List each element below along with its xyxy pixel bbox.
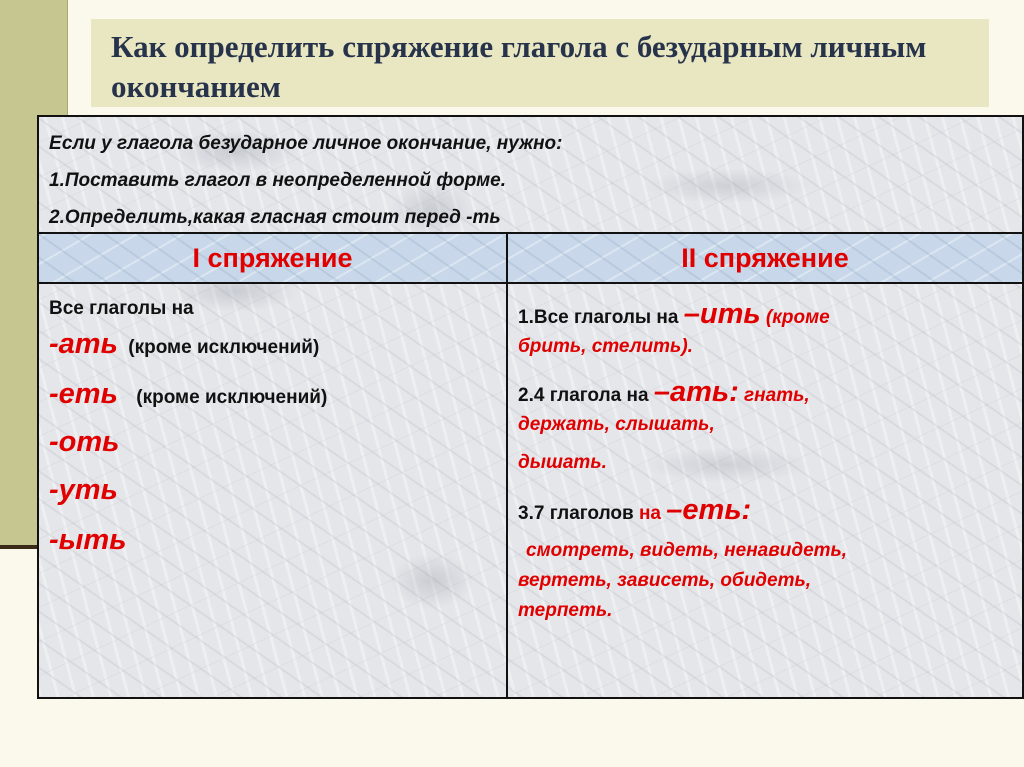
ending: -уть bbox=[49, 474, 118, 506]
second-conjugation-cell bbox=[518, 284, 998, 697]
rule-3-prefix: 3.7 глаголов bbox=[518, 503, 634, 524]
first-conjugation-header: I спряжение bbox=[192, 243, 353, 273]
rules-table bbox=[37, 115, 1024, 699]
ending: -ыть bbox=[49, 524, 127, 556]
rule-2-ending: –ать: bbox=[653, 376, 739, 408]
rule-3-words: смотреть, видеть, ненавидеть, bbox=[526, 540, 848, 561]
intro-line-1: Если у глагола безударное личное окончание, нужно: bbox=[49, 133, 563, 154]
ending-note: (кроме исключений) bbox=[136, 387, 328, 408]
second-conjugation-header: II спряжение bbox=[681, 243, 849, 273]
rule-3-line-1 bbox=[518, 494, 751, 527]
rule-1-note: (кроме bbox=[765, 307, 830, 328]
ending-row bbox=[49, 378, 327, 411]
intro-line-3: 2.Определить,какая гласная стоит перед -ть bbox=[49, 207, 501, 228]
intro-block bbox=[39, 117, 1022, 234]
ending: -оть bbox=[49, 426, 120, 458]
rule-2-word: гнать, bbox=[744, 385, 810, 406]
rule-2-words: дышать. bbox=[518, 452, 607, 473]
rule-2-line-1 bbox=[518, 376, 810, 409]
column-divider bbox=[506, 234, 508, 697]
ending: -еть bbox=[49, 378, 118, 410]
rule-3-words: вертеть, зависеть, обидеть, bbox=[518, 570, 812, 591]
ending-note: (кроме исключений) bbox=[128, 337, 320, 358]
first-conjugation-cell bbox=[49, 284, 499, 697]
rule-3-na: на bbox=[638, 503, 661, 524]
rule-2-words: держать, слышать, bbox=[518, 414, 715, 435]
rule-1-prefix: 1.Все глаголы на bbox=[518, 307, 679, 328]
rule-1-exceptions: брить, стелить). bbox=[518, 336, 693, 357]
rule-2-prefix: 2.4 глагола на bbox=[518, 385, 649, 406]
intro-line-2: 1.Поставить глагол в неопределенной форме. bbox=[49, 170, 507, 191]
ending: -ать bbox=[49, 328, 118, 360]
rule-3-words: терпеть. bbox=[518, 600, 613, 621]
page-title: Как определить спряжение глагола с безударным личным окончанием bbox=[91, 19, 989, 107]
table-header-row bbox=[39, 234, 1022, 284]
ending-row bbox=[49, 328, 319, 361]
rule-1-line-1 bbox=[518, 298, 830, 331]
rule-3-ending: –еть: bbox=[666, 494, 752, 526]
first-lead: Все глаголы на bbox=[49, 298, 194, 319]
rule-1-ending: –ить bbox=[683, 298, 761, 330]
